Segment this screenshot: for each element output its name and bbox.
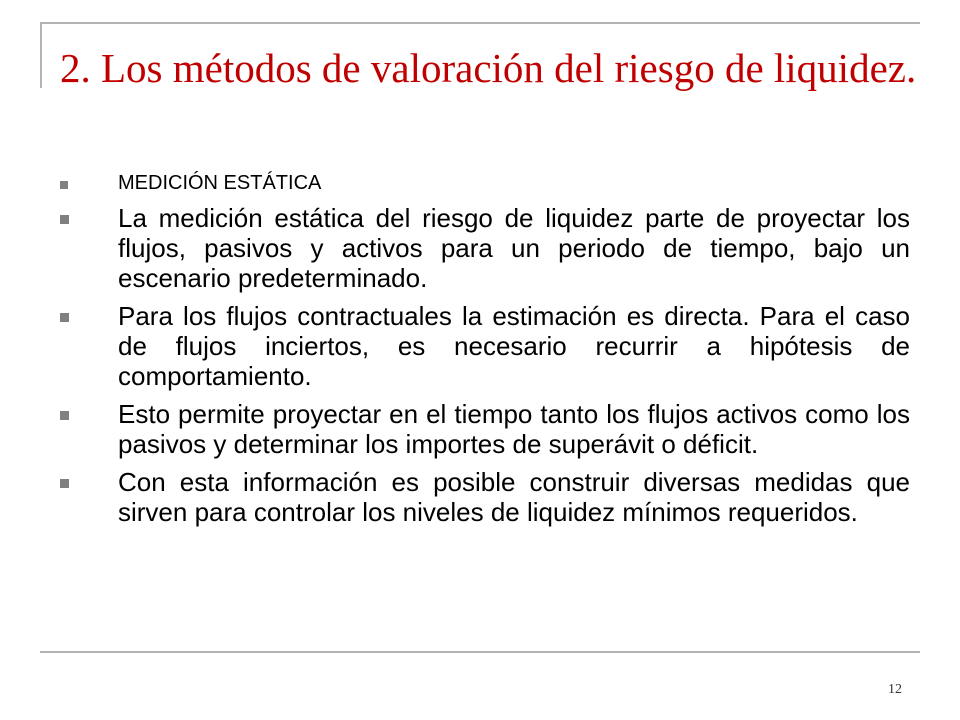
bullet-text: Para los flujos contractuales la estimación es directa. Para el caso de flujos inciertos, es necesario recurrir a hipótesis de comportamiento. bbox=[118, 301, 910, 391]
page-number: 12 bbox=[888, 682, 902, 697]
bullet-text: MEDICIÓN ESTÁTICA bbox=[118, 172, 322, 194]
bottom-divider bbox=[40, 651, 920, 653]
square-bullet-icon bbox=[60, 479, 69, 488]
bullet-text: Con esta información es posible construir diversas medidas que sirven para controlar los niveles de liquidez mínimos requeridos. bbox=[118, 467, 910, 527]
square-bullet-icon bbox=[60, 215, 69, 224]
bullet-item bbox=[60, 399, 910, 459]
left-accent-divider bbox=[40, 22, 42, 88]
square-bullet-icon bbox=[60, 181, 68, 189]
top-divider bbox=[40, 22, 920, 24]
square-bullet-icon bbox=[60, 411, 69, 420]
bullet-list bbox=[60, 168, 910, 535]
bullet-item bbox=[60, 203, 910, 293]
square-bullet-icon bbox=[60, 313, 69, 322]
slide-title: 2. Los métodos de valoración del riesgo de liquidez. bbox=[60, 45, 917, 91]
bullet-text: Esto permite proyectar en el tiempo tanto los flujos activos como los pasivos y determinar los importes de superávit o déficit. bbox=[118, 399, 910, 459]
bullet-item bbox=[60, 467, 910, 527]
bullet-item-heading bbox=[60, 168, 910, 198]
bullet-text: La medición estática del riesgo de liquidez parte de proyectar los flujos, pasivos y activos para un periodo de tiempo, bajo un escenario predeterminado. bbox=[118, 203, 910, 293]
bullet-item bbox=[60, 301, 910, 391]
